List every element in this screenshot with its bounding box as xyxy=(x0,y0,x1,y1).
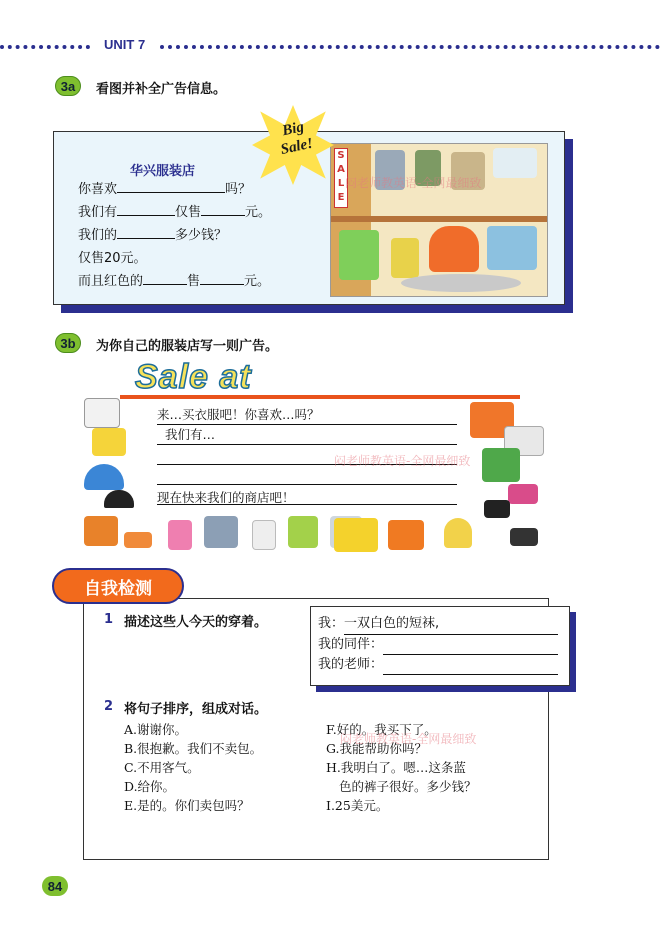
me-label: 我： xyxy=(318,616,345,631)
option-i: I.25美元。 xyxy=(326,798,389,813)
option-b: B.很抱歉。我们不卖包。 xyxy=(124,741,263,756)
classmate-label: 我的同伴： xyxy=(318,637,384,652)
big-sale-text: Big Sale! xyxy=(279,119,315,159)
watermark-2: 闷老师教英语-全网最细致 xyxy=(334,454,471,468)
shorts-icon xyxy=(84,516,118,546)
option-g: G.我能帮助你吗？ xyxy=(326,741,428,756)
store-name: 华兴服装店 xyxy=(130,164,196,179)
option-e: E.是的。你们卖包吗？ xyxy=(124,798,250,813)
q2-left-options xyxy=(124,720,262,815)
ad-text-3a: 你喜欢 吗？ 我们有 仅售 元。 我们的 多少钱？ 仅售20元。 而且红色的 售 元。 xyxy=(78,182,272,289)
section-3b-instruction: 为你自己的服装店写一则广告。 xyxy=(96,339,279,354)
bag-icon xyxy=(508,484,538,504)
q1-number: 1 xyxy=(104,612,114,627)
yellow-shorts-icon xyxy=(334,518,378,552)
page-number: 84 xyxy=(42,876,68,896)
q2-number: 2 xyxy=(104,699,114,714)
shop-illustration xyxy=(330,143,548,297)
header-dots-right xyxy=(160,45,660,49)
jeans-shorts-icon xyxy=(204,516,238,548)
self-check-tag: 自我检测 xyxy=(52,568,184,604)
shirt-icon xyxy=(84,398,120,428)
section-3b-badge: 3b xyxy=(55,333,81,353)
green-skirt-icon xyxy=(288,516,318,548)
q1-answers xyxy=(318,614,558,675)
sneaker-icon xyxy=(510,528,538,546)
wallet-icon xyxy=(484,500,510,518)
header-dots-left xyxy=(0,45,90,49)
socks-icon xyxy=(168,520,192,550)
option-h: H.我明白了。嗯…这条蓝 xyxy=(326,760,466,775)
option-f: F.好的。我买下了。 xyxy=(326,722,437,737)
q1-text: 描述这些人今天的穿着。 xyxy=(124,615,268,630)
beanie-icon xyxy=(444,518,472,548)
clothes-row xyxy=(78,512,538,554)
yellow-shirt-icon xyxy=(92,428,126,456)
white-socks-icon xyxy=(252,520,276,550)
green-jacket-icon xyxy=(482,448,520,482)
me-value: 一双白色的短袜, xyxy=(344,614,558,635)
option-h-cont: 色的裤子很好。多少钱？ xyxy=(339,779,477,794)
watermark-1: 闷老师教英语-全网最细致 xyxy=(345,176,482,190)
q2-text: 将句子排序，组成对话。 xyxy=(124,702,268,717)
option-d: D.给你。 xyxy=(124,779,176,794)
section-3a-badge: 3a xyxy=(55,76,81,96)
teacher-label: 我的老师： xyxy=(318,657,384,672)
watermark-3: 闷老师教英语-全网最细致 xyxy=(340,732,477,746)
option-c: C.不用客气。 xyxy=(124,760,200,775)
unit-label: UNIT 7 xyxy=(104,37,146,52)
cap-icon xyxy=(104,490,134,508)
hat-icon xyxy=(84,464,124,490)
shoes-icon xyxy=(124,532,152,548)
sale-at-banner: Sale at xyxy=(135,358,252,396)
option-a: A.谢谢你。 xyxy=(124,722,188,737)
ad-template-lines: 来…买衣服吧！你喜欢…吗？ 我们有… 现在快来我们的商店吧！ xyxy=(157,405,457,505)
orange-shorts-icon xyxy=(388,520,424,550)
sale-sign: SALE xyxy=(334,148,348,208)
section-3a-instruction: 看图并补全广告信息。 xyxy=(96,82,227,97)
